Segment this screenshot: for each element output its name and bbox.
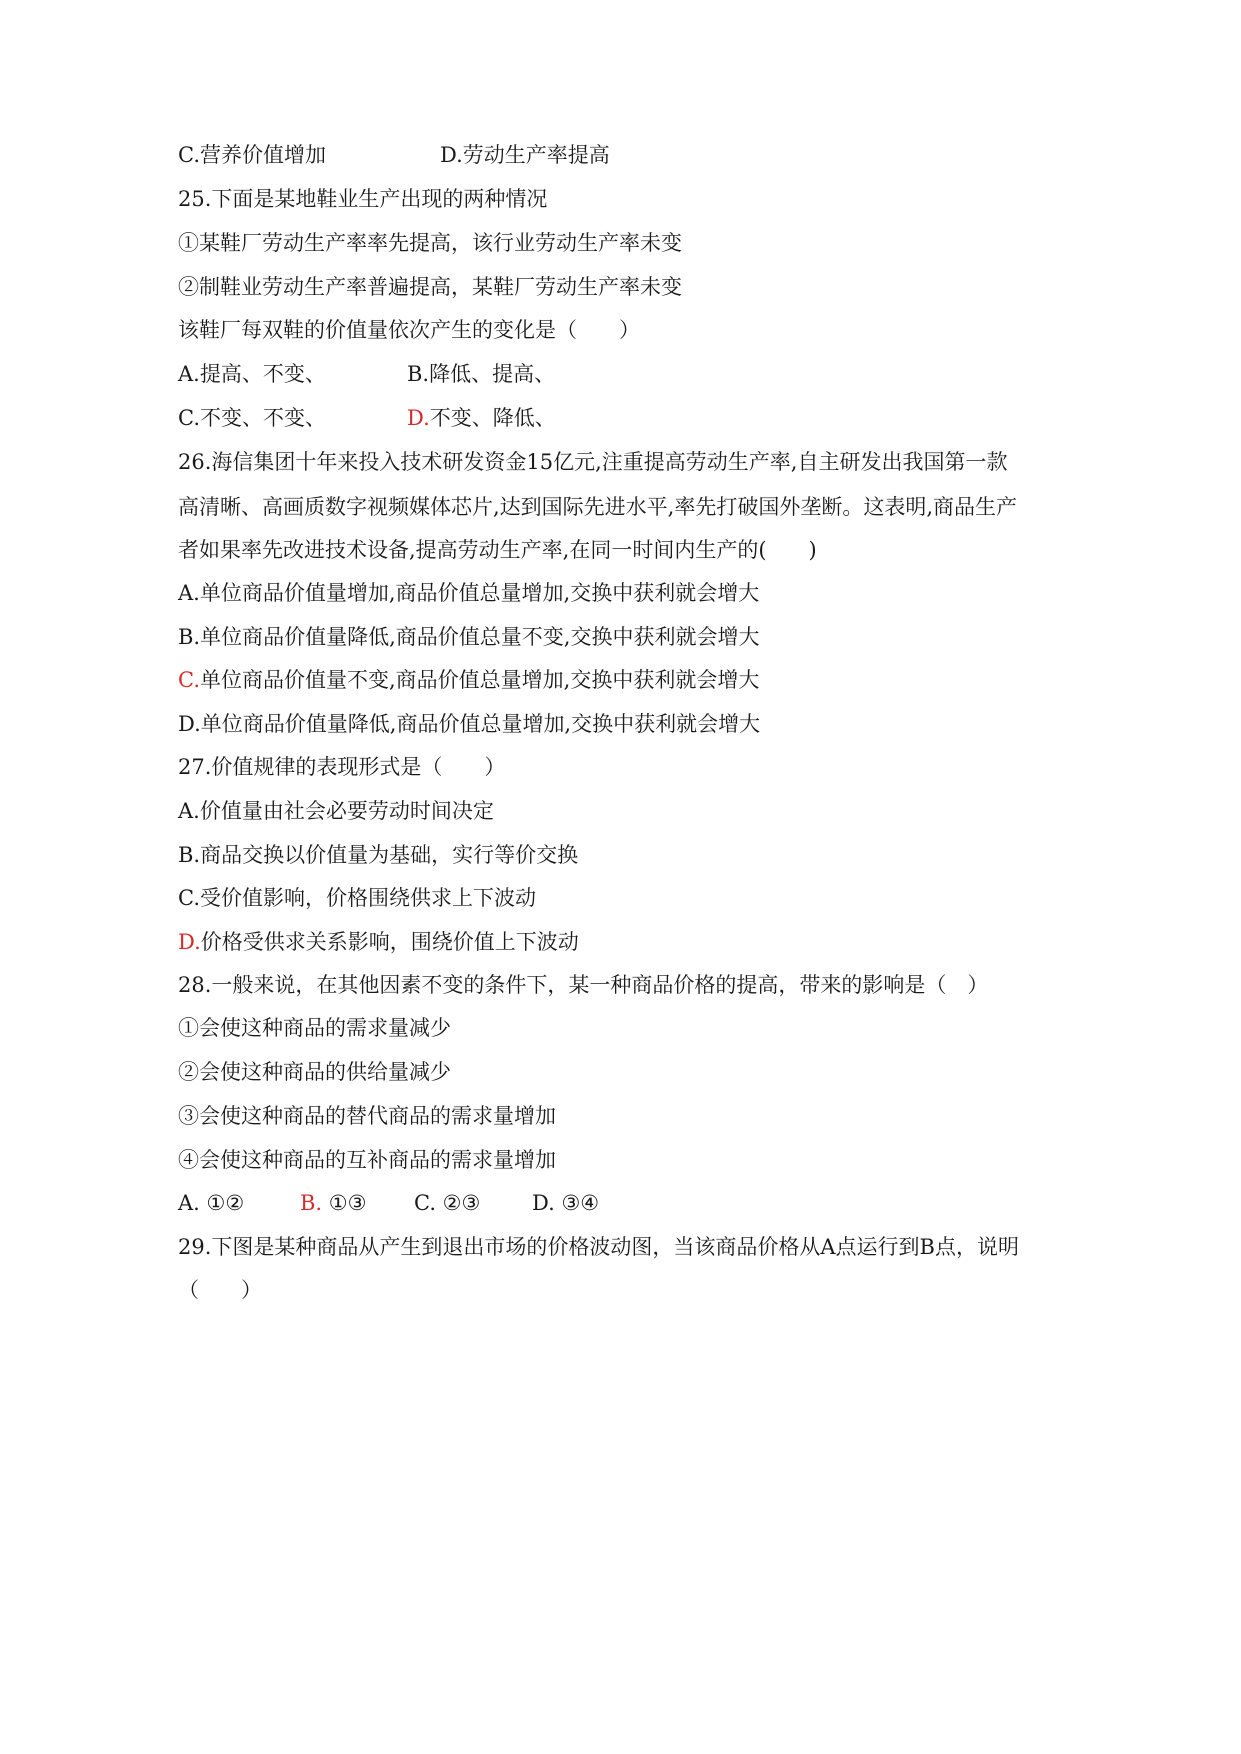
question-25-statement-2: ②制鞋业劳动生产率普遍提高，某鞋厂劳动生产率未变 <box>178 275 682 299</box>
question-26-option-a: A.单位商品价值量增加,商品价值总量增加,交换中获利就会增大 <box>178 581 760 605</box>
question-28-statement-2: ②会使这种商品的供给量减少 <box>178 1060 451 1084</box>
answer-letter-d: D. <box>407 406 430 430</box>
answer-letter-b: B. <box>300 1191 323 1215</box>
question-28-statement-4: ④会使这种商品的互补商品的需求量增加 <box>178 1148 556 1172</box>
question-27-stem: 27.价值规律的表现形式是（ ） <box>178 755 506 779</box>
option-a: A.提高、不变、 <box>178 362 326 386</box>
question-26-line-1: 26.海信集团十年来投入技术研发资金15亿元,注重提高劳动生产率,自主研发出我国第一款 <box>178 450 1008 474</box>
question-25-options-ab <box>178 360 556 388</box>
question-26-option-d: D.单位商品价值量降低,商品价值总量增加,交换中获利就会增大 <box>178 712 761 736</box>
question-28-statement-3: ③会使这种商品的替代商品的需求量增加 <box>178 1104 556 1128</box>
question-28-stem: 28.一般来说，在其他因素不变的条件下，某一种商品价格的提高，带来的影响是（ ） <box>178 973 989 997</box>
option-b <box>300 1189 366 1217</box>
option-a: A. ①② <box>178 1191 245 1215</box>
answer-letter-c: C. <box>178 668 200 692</box>
option-b-text: ①③ <box>322 1191 367 1215</box>
question-26-option-b: B.单位商品价值量降低,商品价值总量不变,交换中获利就会增大 <box>178 625 760 649</box>
question-29-line-2: （ ） <box>178 1278 262 1302</box>
question-27-option-c: C.受价值影响，价格围绕供求上下波动 <box>178 886 536 910</box>
option-d: D. ③④ <box>532 1191 600 1215</box>
option-b: B.降低、提高、 <box>407 362 556 386</box>
line-options-cd <box>178 141 610 169</box>
question-25-ask: 该鞋厂每双鞋的价值量依次产生的变化是（ ） <box>178 318 640 342</box>
question-25-options-cd <box>178 404 556 432</box>
option-c: C. ②③ <box>414 1191 481 1215</box>
option-d-text: 不变、降低、 <box>429 406 556 430</box>
question-29-line-1: 29.下图是某种商品从产生到退出市场的价格波动图，当该商品价格从A点运行到B点，说明 <box>178 1235 1019 1259</box>
question-26-option-c <box>178 666 759 694</box>
answer-letter-d: D. <box>178 930 201 954</box>
question-26-line-2: 高清晰、高画质数字视频媒体芯片,达到国际先进水平,率先打破国外垄断。这表明,商品生产 <box>178 495 1018 519</box>
question-27-option-d <box>178 928 579 956</box>
question-28-options <box>178 1189 600 1217</box>
question-28-statement-1: ①会使这种商品的需求量减少 <box>178 1016 451 1040</box>
option-c: C.营养价值增加 <box>178 143 326 167</box>
option-c: C.不变、不变、 <box>178 406 326 430</box>
question-27-option-b: B.商品交换以价值量为基础，实行等价交换 <box>178 843 579 867</box>
option-c-text: 单位商品价值量不变,商品价值总量增加,交换中获利就会增大 <box>200 668 760 692</box>
question-25-stem: 25.下面是某地鞋业生产出现的两种情况 <box>178 187 548 211</box>
question-25-statement-1: ①某鞋厂劳动生产率率先提高，该行业劳动生产率未变 <box>178 231 682 255</box>
question-27-option-a: A.价值量由社会必要劳动时间决定 <box>178 799 494 823</box>
option-d-text: 价格受供求关系影响，围绕价值上下波动 <box>200 930 579 954</box>
question-26-line-3: 者如果率先改进技术设备,提高劳动生产率,在同一时间内生产的( ) <box>178 538 817 562</box>
option-d <box>407 404 556 432</box>
option-d: D.劳动生产率提高 <box>440 143 610 167</box>
